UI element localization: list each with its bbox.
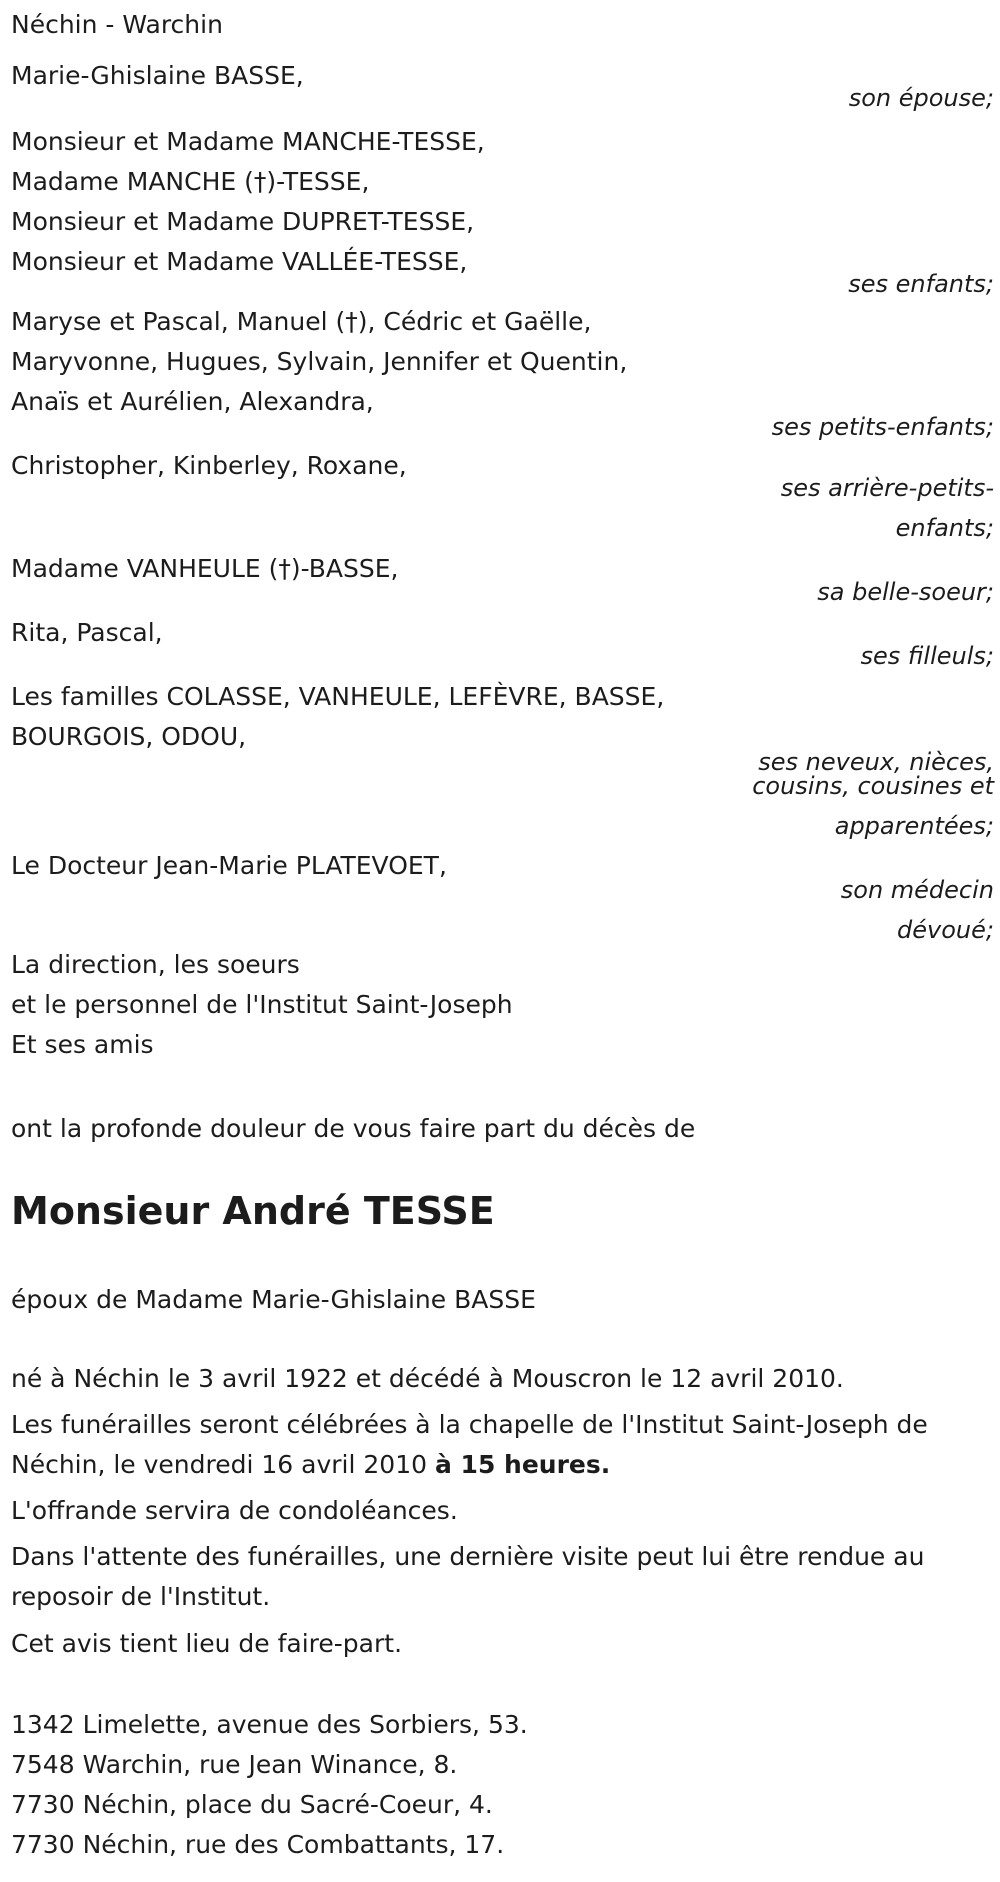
role-line: ses filleuls; [860,642,994,670]
family-name-line: Monsieur et Madame VALLÉE-TESSE, [11,247,468,276]
family-role-great-grandchildren [781,468,994,548]
family-names-sister-in-law [11,549,399,589]
family-role-extended-end [835,806,994,846]
deceased-name: Monsieur André TESSE [11,1189,495,1233]
family-names-doctor [11,846,447,886]
address-line: 1342 Limelette, avenue des Sorbiers, 53. [11,1710,528,1739]
family-names-extended [11,677,664,757]
family-role-children [848,264,994,304]
family-name-line: Marie-Ghislaine BASSE, [11,61,304,90]
family-name-line: BOURGOIS, ODOU, [11,722,247,751]
family-role-grandchildren [772,407,994,447]
family-name-line: Maryse et Pascal, Manuel (†), Cédric et Gaëlle, [11,307,592,336]
family-names-grandchildren [11,302,627,422]
address-line: 7730 Néchin, place du Sacré-Coeur, 4. [11,1790,493,1819]
family-names-spouse [11,56,304,96]
role-line: ses arrière-petits- [780,474,994,502]
role-line: apparentées; [834,812,994,840]
role-line: son médecin [840,876,994,904]
family-name-line: Anaïs et Aurélien, Alexandra, [11,387,374,416]
family-names-godchildren [11,613,163,653]
family-name-line: Rita, Pascal, [11,618,163,647]
role-line: ses petits-enfants; [771,413,994,441]
institute-line: et le personnel de l'Institut Saint-Joseph [11,990,513,1019]
role-line: cousins, cousines et [752,772,994,800]
family-name-line: Le Docteur Jean-Marie PLATEVOET, [11,851,447,880]
birth-death-line: né à Néchin le 3 avril 1922 et décédé à Mouscron le 12 avril 2010. [11,1364,844,1393]
family-name-line: Les familles COLASSE, VANHEULE, LEFÈVRE, BASSE, [11,682,665,711]
family-name-line: Monsieur et Madame DUPRET-TESSE, [11,207,475,236]
family-role-sister-in-law [817,572,994,612]
family-name-line: Madame VANHEULE (†)-BASSE, [11,554,399,583]
spouse-line: époux de Madame Marie-Ghislaine BASSE [11,1285,536,1314]
notice-line: Cet avis tient lieu de faire-part. [11,1629,403,1658]
funeral-time: à 15 heures. [434,1450,611,1479]
role-line: ses neveux, nièces, [758,748,994,776]
address-line: 7730 Néchin, rue des Combattants, 17. [11,1830,505,1859]
family-names-great-grandchildren [11,446,407,486]
family-role-spouse [849,78,994,118]
family-name-line: Monsieur et Madame MANCHE-TESSE, [11,127,485,156]
address-line: 7548 Warchin, rue Jean Winance, 8. [11,1750,458,1779]
family-names-children [11,122,485,282]
funeral-text: Les funérailles seront célébrées à la chapelle de l'Institut Saint-Joseph de Néchin, le vendredi 16 avril 2010 [11,1410,928,1479]
offering-line: L'offrande servira de condoléances. [11,1496,458,1525]
family-name-line: Maryvonne, Hugues, Sylvain, Jennifer et Quentin, [11,347,628,376]
role-line: ses enfants; [848,270,994,298]
visit-paragraph: Dans l'attente des funérailles, une dernière visite peut lui être rendue au reposoir de l'Institut. [11,1542,925,1611]
institute-line: Et ses amis [11,1030,154,1059]
family-role-godchildren [861,636,994,676]
role-line: dévoué; [897,916,994,944]
role-line: son épouse; [848,84,994,112]
institute-line: La direction, les soeurs [11,950,300,979]
addresses-block [11,1705,528,1865]
announcement-text: ont la profonde douleur de vous faire part du décès de [11,1114,696,1143]
institute-block [11,945,513,1065]
family-name-line: Christopher, Kinberley, Roxane, [11,451,407,480]
family-role-doctor [841,870,994,950]
family-name-line: Madame MANCHE (†)-TESSE, [11,167,370,196]
family-role-extended [752,750,994,798]
place-heading: Néchin - Warchin [11,10,223,39]
role-line: sa belle-soeur; [817,578,994,606]
role-line: enfants; [895,514,994,542]
funeral-paragraph [11,1405,996,1485]
